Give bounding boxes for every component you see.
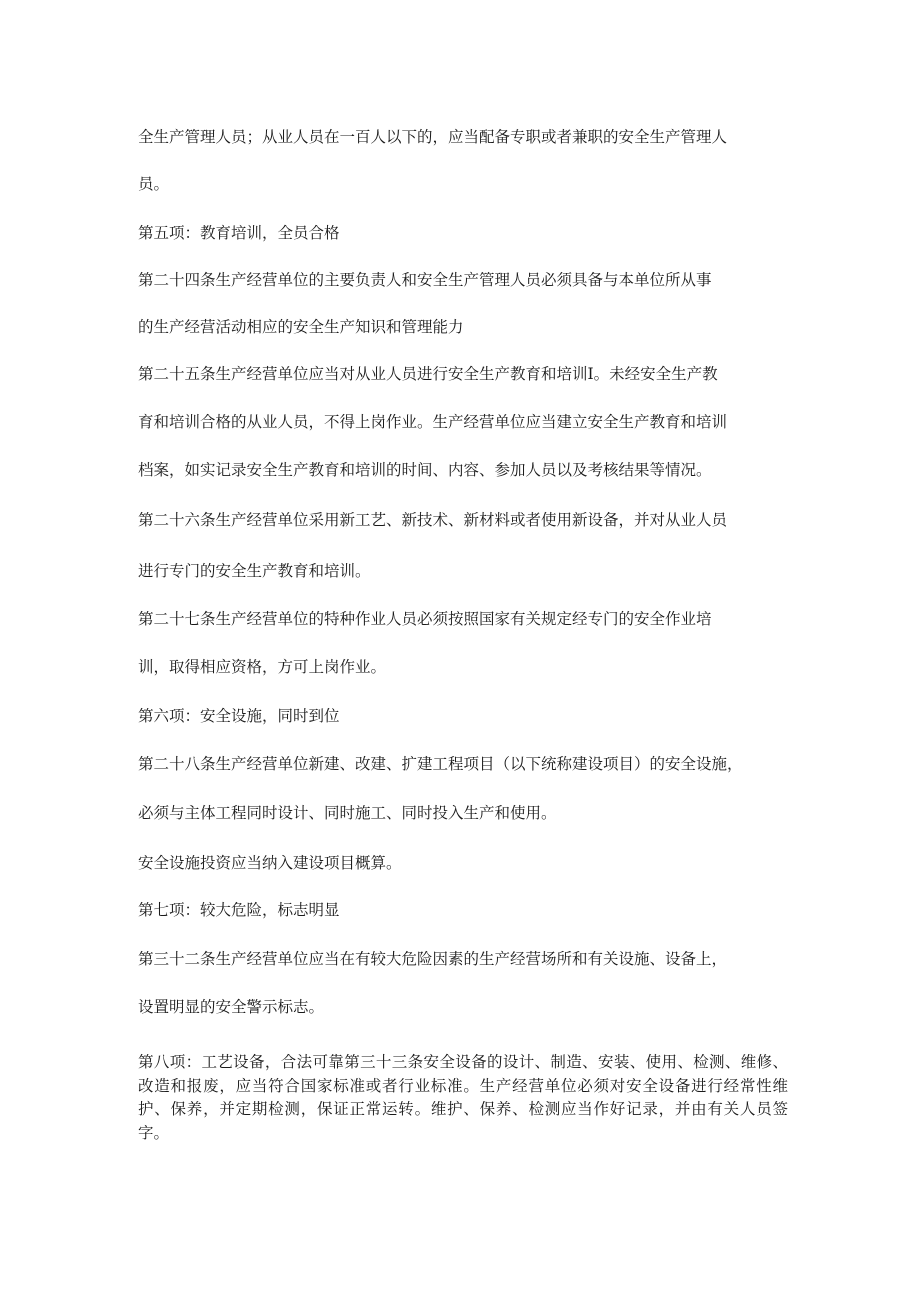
text-line: 档案，如实记录安全生产教育和培训的时间、内容、参加人员以及考核结果等情况。 bbox=[138, 461, 712, 479]
text-line: 第二十五条生产经营单位应当对从业人员进行安全生产教育和培训I。未经安全生产教 bbox=[138, 365, 718, 383]
text-line: 必须与主体工程同时设计、同时施工、同时投入生产和使用。 bbox=[138, 804, 557, 822]
text-line: 育和培训合格的从业人员，不得上岗作业。生产经营单位应当建立安全生产教育和培训 bbox=[138, 413, 728, 431]
text-line: 第二十四条生产经营单位的主要负责人和安全生产管理人员必须具备与本单位所从事 bbox=[138, 271, 712, 289]
text-line: 设置明显的安全警示标志。 bbox=[138, 998, 325, 1016]
text-line: 全生产管理人员；从业人员在一百人以下的，应当配备专职或者兼职的安全生产管理人 bbox=[138, 128, 728, 146]
text-line: 第二十七条生产经营单位的特种作业人员必须按照国家有关规定经专门的安全作业培 bbox=[138, 610, 712, 628]
section-heading: 第五项：教育培训，全员合格 bbox=[138, 224, 340, 242]
text-line: 第二十八条生产经营单位新建、改建、扩建工程项目（以下统称建设项目）的安全设施， bbox=[138, 755, 743, 773]
text-line: 第二十六条生产经营单位采用新工艺、新技术、新材料或者使用新设备，并对从业人员 bbox=[138, 511, 728, 529]
section-heading: 第七项：较大危险，标志明显 bbox=[138, 901, 340, 919]
text-line: 安全设施投资应当纳入建设项目概算。 bbox=[138, 854, 402, 872]
text-line: 第三十二条生产经营单位应当在有较大危险因素的生产经营场所和有关设施、设备上， bbox=[138, 950, 728, 968]
section-heading: 第六项：安全设施，同时到位 bbox=[138, 707, 340, 725]
text-line: 的生产经营活动相应的安全生产知识和管理能力 bbox=[138, 318, 464, 336]
text-line: 员。 bbox=[138, 175, 170, 193]
text-line: 训，取得相应资格，方可上岗作业。 bbox=[138, 658, 387, 676]
final-paragraph: 第八项：工艺设备，合法可靠第三十三条安全设备的设计、制造、安装、使用、检测、维修、改造和报废，应当符合国家标准或者行业标准。生产经营单位必须对安全设备进行经常性维护、保养，并定期检测，保证正常运转。维护、保养、检测应当作好记录，并由有关人员签字。 bbox=[138, 1053, 788, 1142]
text-line: 进行专门的安全生产教育和培训。 bbox=[138, 562, 371, 580]
